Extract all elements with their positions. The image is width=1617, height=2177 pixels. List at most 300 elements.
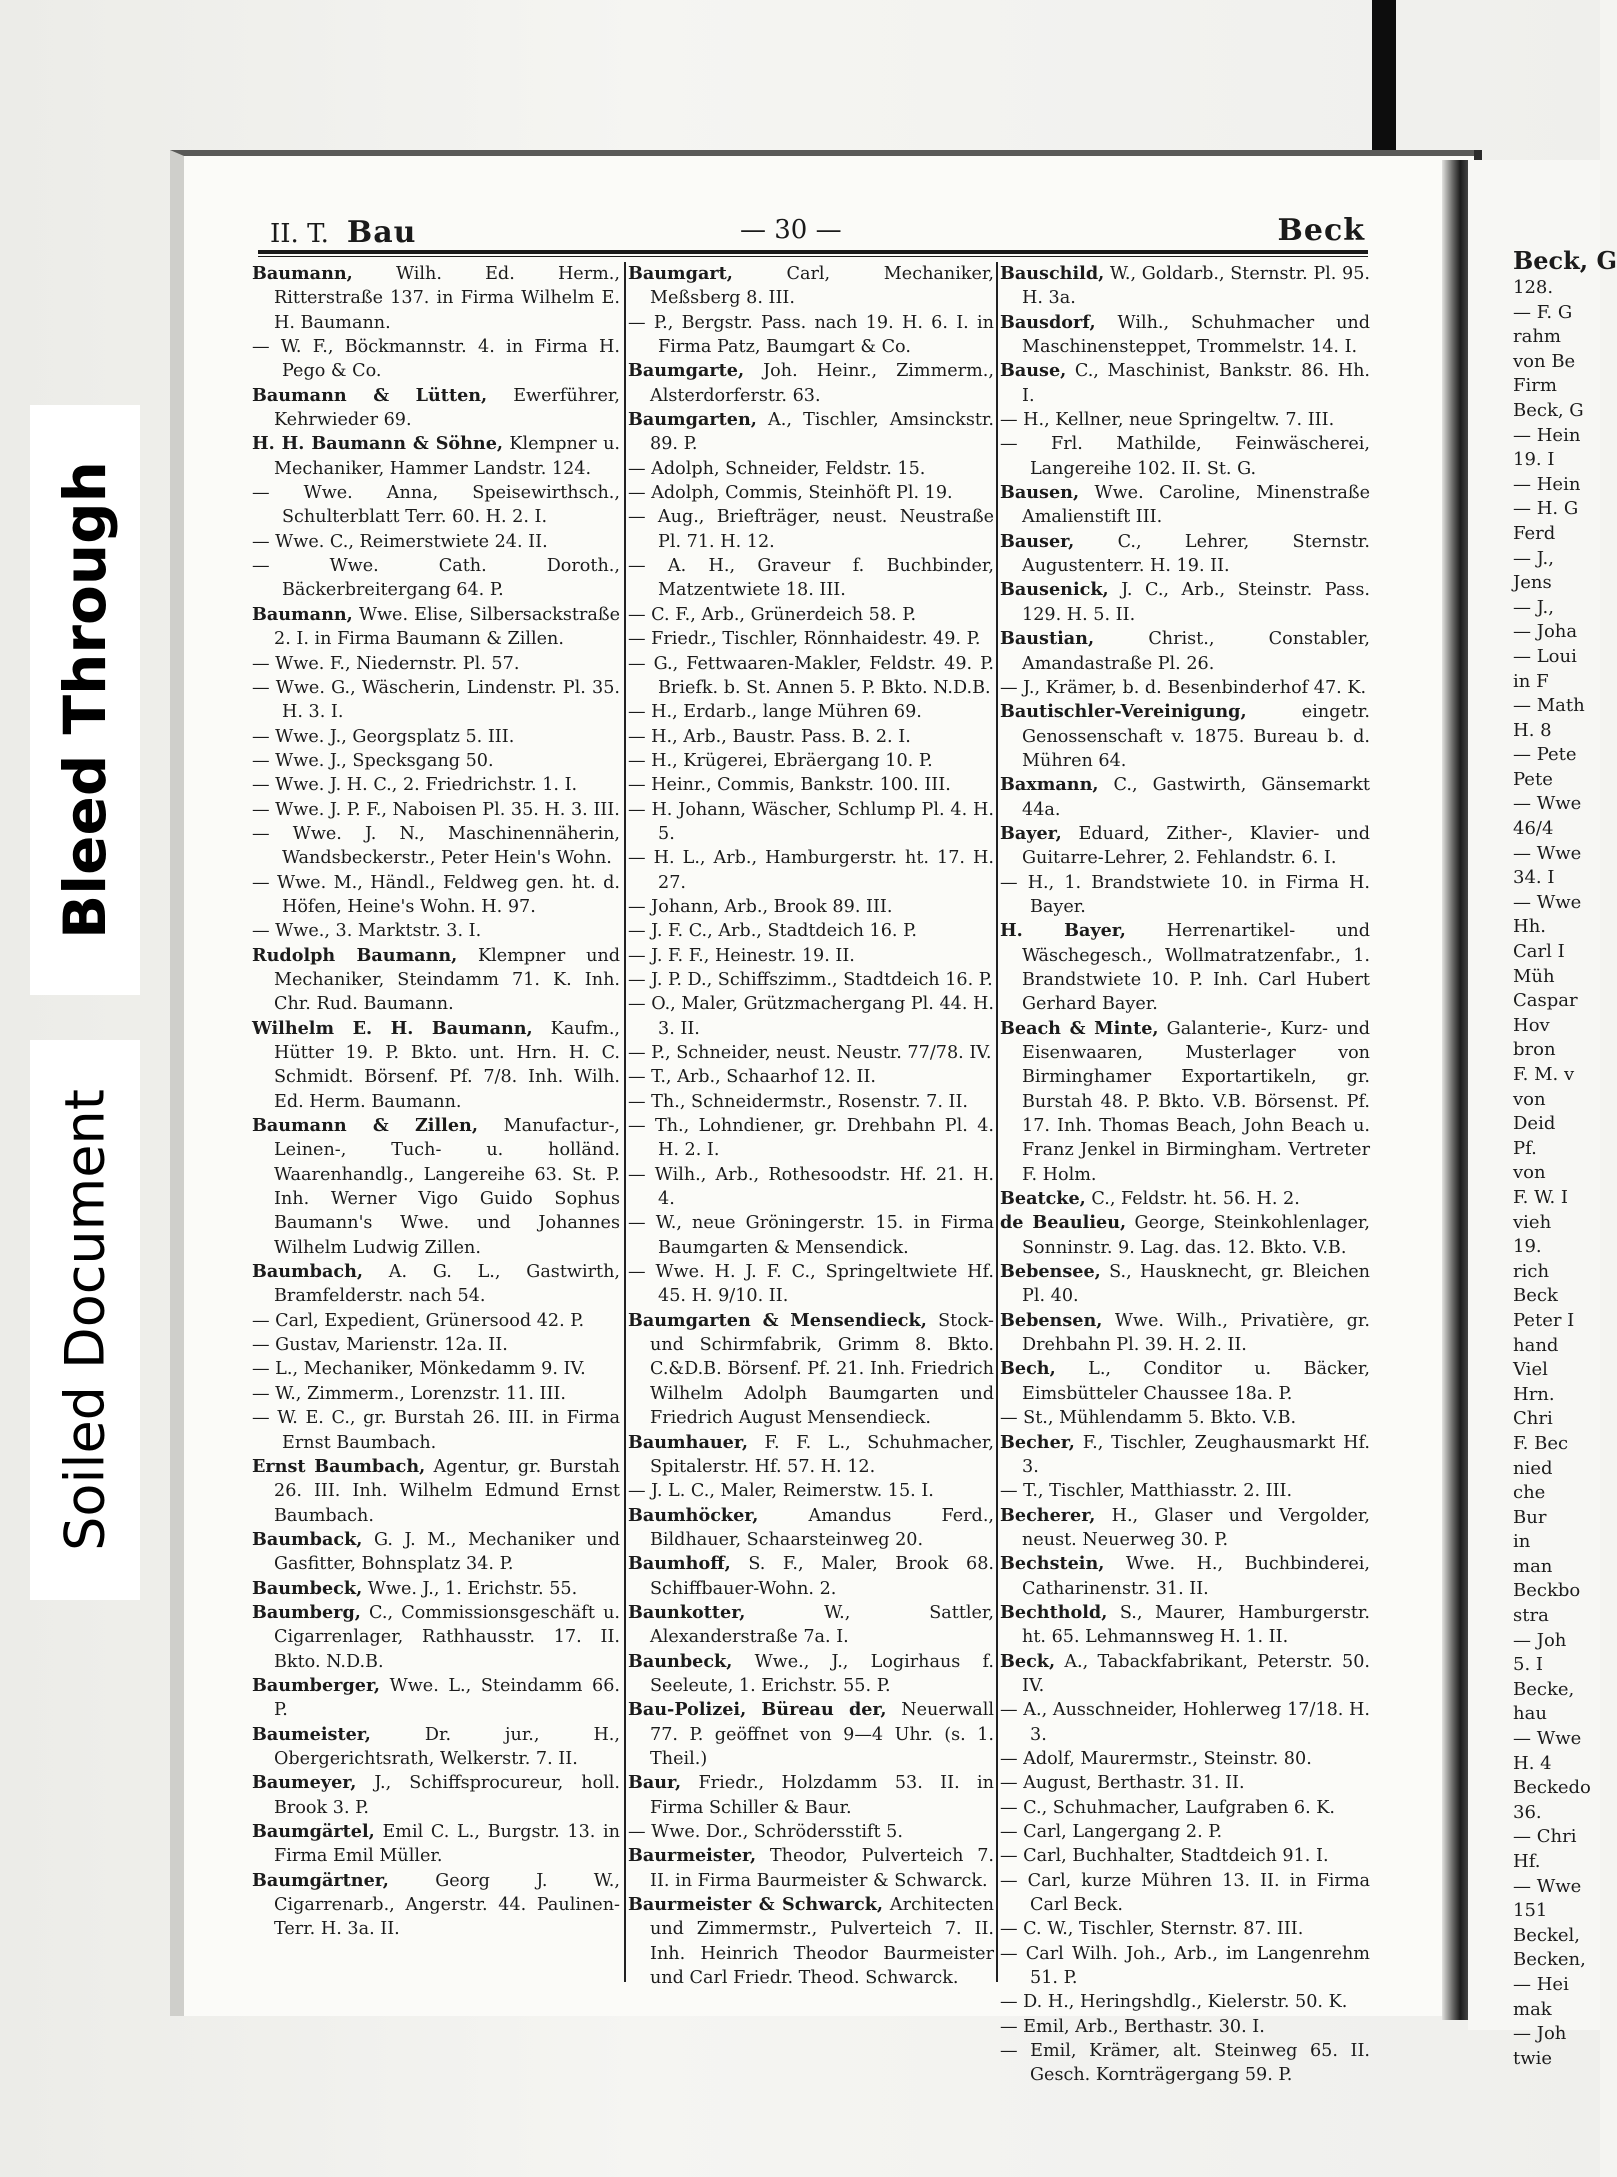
- directory-entry: [628, 311, 994, 360]
- entry-name: Bebensen,: [1000, 1309, 1103, 1331]
- directory-entry: [1000, 871, 1370, 920]
- next-page-line: 19.: [1513, 1236, 1542, 1258]
- next-page-line: 151: [1513, 1900, 1548, 1922]
- to-word: Beck: [1277, 213, 1365, 248]
- entry-text: — Aug., Briefträger, neust. Neustraße Pl. 71. H. 12.: [628, 507, 994, 552]
- entry-text: — Emil, Krämer, alt. Steinweg 65. II. Gesch. Kornträgergang 59. P.: [1000, 2041, 1370, 2086]
- directory-entry: [252, 335, 620, 384]
- entry-text: — Wwe. G., Wäscherin, Lindenstr. Pl. 35. H. 3. I.: [252, 677, 620, 723]
- entry-text: George, Steinkohlenlager, Sonninstr. 9. Lag. das. 12. Bkto. V.B.: [1022, 1213, 1370, 1258]
- directory-entry: [628, 652, 994, 701]
- next-page-line: — Wwe: [1513, 842, 1582, 864]
- next-page-line: rahm: [1513, 326, 1561, 348]
- entry-text: — L., Mechaniker, Mönkedamm 9. IV.: [252, 1359, 586, 1380]
- directory-entry: [252, 1017, 620, 1114]
- next-page-line: 19. I: [1513, 449, 1555, 471]
- entry-name: Baustian,: [1000, 628, 1095, 650]
- entry-text: L., Conditor u. Bäcker, Eimsbütteler Chaussee 18a. P.: [1022, 1359, 1370, 1404]
- directory-entry: [1000, 2015, 1370, 2039]
- entry-name: Bechthold,: [1000, 1601, 1108, 1623]
- directory-entry: [252, 1601, 620, 1674]
- entry-text: Wwe. Wilh., Privatière, gr. Drehbahn Pl. 39. H. 2. II.: [1022, 1310, 1370, 1356]
- entry-text: F., Tischler, Zeughausmarkt Hf. 3.: [1022, 1432, 1370, 1477]
- directory-entry: [1000, 1211, 1370, 1260]
- next-page-line: — Math: [1513, 695, 1585, 717]
- entry-name: Baumhöcker,: [628, 1504, 759, 1526]
- directory-entry: [628, 968, 994, 992]
- column-3: [1000, 262, 1370, 2088]
- entry-text: S., Maurer, Hamburgerstr. ht. 65. Lehmannsweg H. 1. II.: [1022, 1602, 1370, 1648]
- next-page-line: Becken,: [1513, 1949, 1586, 1971]
- next-page-line: — F. G: [1513, 301, 1573, 323]
- entry-text: eingetr. Genossenschaft v. 1875. Bureau b. d. Mühren 64.: [1022, 702, 1370, 771]
- next-page-line: 128.: [1513, 277, 1554, 298]
- entry-name: Baumgarte,: [628, 360, 745, 382]
- entry-text: — Wwe. Cath. Doroth., Bäckerbreitergang 64. P.: [252, 556, 620, 601]
- entry-text: Wwe. Elise, Silbersackstraße 2. I. in Firma Baumann & Zillen.: [274, 604, 620, 650]
- entry-text: — C. F., Arb., Grünerdeich 58. P.: [628, 604, 917, 625]
- directory-entry: [1000, 822, 1370, 871]
- directory-entry: [628, 895, 994, 919]
- entry-text: — C. W., Tischler, Sternstr. 87. III.: [1000, 1919, 1304, 1940]
- entry-text: Galanterie-, Kurz- und Eisenwaaren, Musterlager von Birminghamer Exportartikeln, gr. Burstah 48. P. Bkto. V.B. Börsenst. Pf. 17. Inh. Thomas Beach, John Beach u. Franz Jenkel in Birmingham. Vertreter F. Holm.: [1022, 1018, 1371, 1185]
- directory-entry: [628, 554, 994, 603]
- directory-entry: [1000, 1260, 1370, 1309]
- entry-text: — Th., Lohndiener, gr. Drehbahn Pl. 4. H. 2. I.: [628, 1116, 994, 1161]
- directory-entry: [628, 1601, 994, 1650]
- entry-text: — Carl, Buchhalter, Stadtdeich 91. I.: [1000, 1846, 1329, 1867]
- directory-entry: [1000, 1504, 1370, 1553]
- entry-text: Wwe. H., Buchbinderei, Catharinenstr. 31. II.: [1022, 1554, 1370, 1599]
- directory-entry: [628, 1698, 994, 1771]
- next-page-line: H. 4: [1513, 1752, 1552, 1774]
- entry-name: Baumann & Lütten,: [252, 384, 488, 406]
- entry-text: — Wwe. Dor., Schrödersstift 5.: [628, 1822, 903, 1842]
- directory-entry: [252, 1674, 620, 1723]
- directory-entry: [628, 505, 994, 554]
- entry-name: Beck,: [1000, 1650, 1056, 1672]
- next-page-line: in: [1513, 1531, 1531, 1553]
- entry-text: — Wilh., Arb., Rothesoodstr. Hf. 21. H. 4.: [628, 1164, 994, 1210]
- next-page-line: 34. I: [1513, 867, 1555, 889]
- directory-entry: [1000, 408, 1370, 432]
- next-page-line: 36.: [1513, 1801, 1542, 1823]
- directory-entry: [252, 749, 620, 773]
- entry-name: Beatcke,: [1000, 1188, 1086, 1210]
- next-page-line: Hf.: [1513, 1851, 1541, 1872]
- directory-entry: [252, 554, 620, 603]
- entry-name: Baumgart,: [628, 263, 733, 284]
- page-header: [270, 215, 1365, 255]
- entry-text: — H., 1. Brandstwiete 10. in Firma H. Bayer.: [1000, 872, 1370, 917]
- directory-entry: [1000, 1990, 1370, 2014]
- entry-text: — J., Krämer, b. d. Besenbinderhof 47. K.: [1000, 677, 1367, 698]
- entry-text: Theodor, Pulverteich 7. II. in Firma Baurmeister & Schwarck.: [650, 1846, 994, 1891]
- entry-text: — Wwe. J. N., Maschinennäherin, Wandsbeckerstr., Peter Hein's Wohn.: [252, 823, 620, 869]
- next-page-line: twie: [1513, 2047, 1553, 2069]
- page-number: — 30 —: [740, 215, 842, 245]
- entry-text: J. C., Arb., Steinstr. Pass. 129. H. 5. II.: [1022, 580, 1370, 625]
- next-page-line: — Chri: [1513, 1826, 1577, 1848]
- directory-entry: [628, 1041, 994, 1065]
- directory-entry: [1000, 1357, 1370, 1406]
- next-page-line: Chri: [1513, 1408, 1553, 1430]
- entry-text: — Wwe. J., Specksgang 50.: [252, 750, 494, 771]
- next-page-line: von Be: [1513, 350, 1576, 372]
- entry-text: C., Lehrer, Sternstr. Augustenterr. H. 19. II.: [1022, 531, 1370, 577]
- next-page-line: Hov: [1513, 1014, 1550, 1036]
- entry-text: — H., Arb., Baustr. Pass. B. 2. I.: [628, 726, 911, 747]
- entry-text: Wwe., J., Logirhaus f. Seeleute, 1. Erichstr. 55. P.: [650, 1651, 994, 1696]
- entry-text: Manufactur-, Leinen-, Tuch- u. holländ. Waarenhandlg., Langereihe 63. St. P. Inh. Werner Vigo Guido Sophus Baumann's Wwe. und Johannes Wilhelm Ludwig Zillen.: [274, 1116, 620, 1258]
- next-page-line: F. M. v: [1513, 1064, 1575, 1085]
- entry-text: Joh. Heinr., Zimmerm., Alsterdorferstr. 63.: [650, 361, 994, 406]
- entry-text: Carl, Mechaniker, Meßsberg 8. III.: [650, 264, 994, 309]
- entry-text: — J. L. C., Maler, Reimerstw. 15. I.: [628, 1481, 934, 1502]
- entry-text: — H., Krügerei, Ebräergang 10. P.: [628, 750, 933, 771]
- entry-text: Wilh., Schuhmacher und Maschinensteppet, Trommelstr. 14. I.: [1022, 312, 1370, 358]
- entry-text: — Wwe. C., Reimerstwiete 24. II.: [252, 531, 548, 552]
- directory-entry: [1000, 919, 1370, 1016]
- directory-entry: [1000, 1650, 1370, 1699]
- entry-text: Ewerführer, Kehrwieder 69.: [274, 385, 620, 431]
- entry-name: Bauser,: [1000, 530, 1075, 552]
- next-page-line: — Joh: [1513, 1629, 1567, 1651]
- directory-entry: [252, 871, 620, 920]
- directory-entry: [252, 773, 620, 797]
- entry-text: — Wwe. F., Niedernstr. Pl. 57.: [252, 653, 520, 674]
- directory-entry: [1000, 676, 1370, 700]
- next-page-line: Beckel,: [1513, 1924, 1580, 1946]
- entry-text: — Wwe. H. J. F. C., Springeltwiete Hf. 45. H. 9/10. II.: [628, 1262, 994, 1307]
- next-page-line: Peter I: [1513, 1309, 1575, 1331]
- entry-name: Baumann & Zillen,: [252, 1115, 478, 1137]
- entry-text: — Carl, Expedient, Grünersood 42. P.: [252, 1310, 585, 1331]
- directory-entry: [252, 481, 620, 530]
- next-page-line: Firm: [1513, 375, 1557, 397]
- next-page-line: — J.,: [1513, 596, 1554, 618]
- next-page-line: von: [1513, 1088, 1546, 1110]
- next-page-line: Bur: [1513, 1506, 1547, 1528]
- entry-name: Baunkotter,: [628, 1601, 746, 1623]
- directory-entry: [628, 919, 994, 943]
- entry-text: — Adolph, Commis, Steinhöft Pl. 19.: [628, 483, 953, 504]
- entry-text: — Wwe. M., Händl., Feldweg gen. ht. d. Höfen, Heine's Wohn. H. 97.: [252, 872, 620, 917]
- entry-text: A., Tischler, Amsinckstr. 89. P.: [650, 410, 994, 455]
- directory-entry: [1000, 627, 1370, 676]
- entry-name: Baurmeister,: [628, 1845, 757, 1867]
- entry-text: C., Commissionsgeschäft u. Cigarrenlager, Rathhausstr. 17. II. Bkto. N.D.B.: [274, 1602, 620, 1672]
- directory-entry: [252, 1357, 620, 1381]
- entry-text: Wwe. J., 1. Erichstr. 55.: [362, 1578, 578, 1599]
- entry-text: S. F., Maler, Brook 68. Schiffbauer-Wohn. 2.: [650, 1554, 994, 1599]
- entry-text: — A., Ausschneider, Hohlerweg 17/18. H. 3.: [1000, 1700, 1370, 1745]
- next-page-line: Hrn.: [1513, 1383, 1555, 1405]
- next-page-line: — Wwe: [1513, 1728, 1582, 1750]
- entry-text: — Gustav, Marienstr. 12a. II.: [252, 1335, 508, 1356]
- directory-entry: [628, 627, 994, 651]
- entry-name: Baxmann,: [1000, 774, 1099, 796]
- directory-entry: [252, 1723, 620, 1772]
- directory-entry: [628, 725, 994, 749]
- book-gutter: [1442, 160, 1468, 2020]
- entry-text: C., Maschinist, Bankstr. 86. Hh. I.: [1022, 361, 1370, 406]
- entry-text: Agentur, gr. Burstah 26. III. Inh. Wilhelm Edmund Ernst Baumbach.: [274, 1456, 620, 1526]
- directory-entry: [252, 919, 620, 943]
- entry-text: C., Feldstr. ht. 56. H. 2.: [1085, 1189, 1300, 1210]
- next-page-line: — Loui: [1513, 645, 1577, 667]
- next-page-line: — Wwe: [1513, 793, 1582, 815]
- entry-text: — Adolph, Schneider, Feldstr. 15.: [628, 458, 926, 479]
- next-page-line: F. Bec: [1513, 1432, 1569, 1454]
- entry-text: A., Tabackfabrikant, Peterstr. 50. IV.: [1022, 1651, 1370, 1696]
- next-page-line: — Pete: [1513, 744, 1577, 766]
- next-page-line: che: [1513, 1482, 1546, 1504]
- entry-text: Wwe. Caroline, Minenstraße Amalienstift III.: [1022, 483, 1370, 528]
- bleed-through-label: Bleed Through: [51, 461, 119, 939]
- directory-entry: [252, 1114, 620, 1260]
- directory-entry: [1000, 1869, 1370, 1918]
- entry-text: — Carl, Langergang 2. P.: [1000, 1822, 1223, 1842]
- directory-entry: [252, 1820, 620, 1869]
- directory-entry: [628, 457, 994, 481]
- entry-name: Baumberger,: [252, 1674, 381, 1696]
- from-word: Bau: [346, 215, 417, 250]
- directory-entry: [1000, 1771, 1370, 1795]
- directory-entry: [628, 1844, 994, 1893]
- entry-text: J., Schiffsprocureur, holl. Brook 3. P.: [274, 1773, 620, 1818]
- directory-entry: [1000, 1820, 1370, 1844]
- next-page-line: Müh: [1513, 965, 1555, 987]
- directory-entry: [252, 530, 620, 554]
- directory-entry: [628, 603, 994, 627]
- entry-text: — H., Kellner, neue Springeltw. 7. III.: [1000, 410, 1335, 431]
- entry-text: — D. H., Heringshdlg., Kielerstr. 50. K.: [1000, 1992, 1348, 2013]
- directory-entry: [252, 1771, 620, 1820]
- directory-entry: [252, 1333, 620, 1357]
- entry-name: Rudolph Baumann,: [252, 944, 458, 966]
- soiled-document-label: Soiled Document: [53, 1089, 117, 1551]
- next-page-line: — Hein: [1513, 424, 1581, 446]
- entry-text: H., Glaser und Vergolder, neust. Neuerweg 30. P.: [1022, 1505, 1370, 1550]
- column-divider: [996, 262, 998, 1982]
- entry-text: — W. F., Böckmannstr. 4. in Firma H. Pego & Co.: [252, 337, 620, 382]
- entry-name: Baumgarten,: [628, 409, 757, 431]
- directory-entry: [1000, 530, 1370, 579]
- entry-text: — C., Schuhmacher, Laufgraben 6. K.: [1000, 1797, 1336, 1818]
- entry-text: — P., Schneider, neust. Neustr. 77/78. IV.: [628, 1043, 992, 1063]
- next-page-line: in F: [1513, 670, 1549, 692]
- entry-text: — Adolf, Maurermstr., Steinstr. 80.: [1000, 1748, 1312, 1769]
- entry-text: — Friedr., Tischler, Rönnhaidestr. 49. P.: [628, 629, 981, 650]
- entry-name: Bausdorf,: [1000, 311, 1096, 333]
- entry-text: Kaufm., Hütter 19. P. Bkto. unt. Hrn. H. C. Schmidt. Börsenf. Pf. 7/8. Inh. Wilh. Ed. Herm. Baumann.: [274, 1018, 621, 1112]
- entry-text: Wwe. L., Steindamm 66. P.: [274, 1675, 620, 1721]
- directory-entry: [628, 1771, 994, 1820]
- directory-entry: [1000, 481, 1370, 530]
- entry-text: — August, Berthastr. 31. II.: [1000, 1773, 1245, 1794]
- next-page-line: rich: [1513, 1260, 1550, 1282]
- directory-entry: [628, 1211, 994, 1260]
- column-1: [252, 262, 620, 1942]
- directory-entry: [1000, 1406, 1370, 1430]
- directory-entry: [252, 1869, 620, 1942]
- directory-entry: [628, 700, 994, 724]
- next-page-line: — Hei: [1513, 1973, 1569, 1995]
- directory-entry: [252, 1260, 620, 1309]
- directory-entry: [628, 944, 994, 968]
- directory-entry: [628, 408, 994, 457]
- directory-entry: [1000, 262, 1370, 311]
- entry-text: Wilh. Ed. Herm., Ritterstraße 137. in Firma Wilhelm E. H. Baumann.: [274, 264, 620, 333]
- entry-text: — T., Arb., Schaarhof 12. II.: [628, 1067, 876, 1088]
- directory-entry: [628, 1065, 994, 1089]
- next-page-line: Hh.: [1513, 916, 1547, 938]
- entry-text: A. G. L., Gastwirth, Bramfelderstr. nach 54.: [274, 1262, 620, 1307]
- column-divider: [624, 262, 626, 1982]
- entry-name: Baumback,: [252, 1528, 363, 1550]
- directory-entry: [1000, 1017, 1370, 1187]
- entry-text: W., Goldarb., Sternstr. Pl. 95. H. 3a.: [1022, 264, 1370, 309]
- directory-entry: [252, 1382, 620, 1406]
- entry-name: Baumeister,: [252, 1723, 371, 1745]
- directory-entry: [1000, 1187, 1370, 1211]
- entry-text: — H. Johann, Wäscher, Schlump Pl. 4. H. 5.: [628, 799, 994, 844]
- next-page-line: hand: [1513, 1334, 1559, 1356]
- entry-text: — Heinr., Commis, Bankstr. 100. III.: [628, 775, 951, 796]
- next-page-line: — J.,: [1513, 547, 1554, 569]
- directory-entry: [252, 384, 620, 433]
- entry-text: W., Sattler, Alexanderstraße 7a. I.: [650, 1602, 994, 1648]
- next-page-line: — Wwe: [1513, 891, 1582, 913]
- entry-name: Baumgärtner,: [252, 1869, 389, 1891]
- next-page-line: Deid: [1513, 1113, 1556, 1135]
- next-page-line: nied: [1513, 1457, 1553, 1479]
- next-page-strip: [1468, 160, 1617, 2069]
- next-page-line: Ferd: [1513, 522, 1556, 544]
- directory-entry: [628, 1114, 994, 1163]
- entry-name: Wilhelm E. H. Baumann,: [252, 1017, 533, 1039]
- entry-name: Baumbach,: [252, 1261, 364, 1283]
- entry-name: de Beaulieu,: [1000, 1212, 1127, 1234]
- directory-entry: [1000, 359, 1370, 408]
- next-page-line: stra: [1513, 1605, 1549, 1627]
- entry-name: Bayer,: [1000, 822, 1062, 844]
- directory-entry: [1000, 1601, 1370, 1650]
- directory-entry: [1000, 1479, 1370, 1503]
- next-page-line: Beck, G: [1513, 399, 1584, 421]
- directory-entry: [628, 1163, 994, 1212]
- entry-text: — W., neue Gröningerstr. 15. in Firma Baumgarten & Mensendick.: [628, 1213, 994, 1258]
- entry-text: F. F. L., Schuhmacher, Spitalerstr. Hf. 57. H. 12.: [650, 1432, 994, 1477]
- next-page-line: Caspar: [1513, 990, 1578, 1012]
- next-page-line: Jens: [1513, 572, 1552, 594]
- next-page-line: Carl I: [1513, 941, 1565, 963]
- directory-entry: [628, 262, 994, 311]
- directory-entry: [252, 1528, 620, 1577]
- entry-text: — Wwe. Anna, Speisewirthsch., Schulterblatt Terr. 60. H. 2. I.: [252, 483, 620, 528]
- directory-entry: [1000, 1309, 1370, 1358]
- entry-name: Baur,: [628, 1772, 682, 1794]
- directory-entry: [628, 798, 994, 847]
- entry-text: Klempner und Mechaniker, Steindamm 71. K. Inh. Chr. Rud. Baumann.: [274, 945, 620, 1015]
- next-page-line: mak: [1513, 1998, 1552, 2020]
- next-page-line: Beckedo: [1513, 1777, 1591, 1799]
- entry-text: — Wwe. J. H. C., 2. Friedrichstr. 1. I.: [252, 775, 578, 796]
- directory-entry: [1000, 773, 1370, 822]
- directory-entry: [1000, 1942, 1370, 1991]
- entry-text: — H. L., Arb., Hamburgerstr. ht. 17. H. 27.: [628, 848, 994, 893]
- entry-name: Becherer,: [1000, 1504, 1096, 1526]
- directory-entry: [252, 1406, 620, 1455]
- entry-name: Baumberg,: [252, 1601, 361, 1623]
- directory-entry: [252, 725, 620, 749]
- next-page-line: Beck: [1513, 1285, 1558, 1307]
- entry-text: S., Hausknecht, gr. Bleichen Pl. 40.: [1022, 1262, 1370, 1307]
- directory-entry: [628, 992, 994, 1041]
- entry-name: Bausen,: [1000, 482, 1080, 504]
- directory-entry: [252, 798, 620, 822]
- next-page-line: F. W. I: [1513, 1186, 1569, 1208]
- entry-name: Bauschild,: [1000, 263, 1105, 284]
- directory-entry: [252, 432, 620, 481]
- directory-entry: [628, 1260, 994, 1309]
- entry-name: Baumgärtel,: [252, 1821, 375, 1842]
- directory-entry: [1000, 1796, 1370, 1820]
- next-page-line: — Wwe: [1513, 1875, 1582, 1897]
- directory-entry: [628, 749, 994, 773]
- directory-entry: [628, 1479, 994, 1503]
- next-page-line: bron: [1513, 1039, 1556, 1061]
- next-page-line: von: [1513, 1162, 1546, 1184]
- directory-entry: [1000, 578, 1370, 627]
- next-page-line: hau: [1513, 1703, 1547, 1725]
- next-page-line: — Joh: [1513, 2023, 1567, 2045]
- next-page-line: 46/4: [1513, 818, 1554, 840]
- entry-text: Amandus Ferd., Bildhauer, Schaarsteinweg 20.: [650, 1505, 994, 1550]
- directory-entry: [252, 1309, 620, 1333]
- entry-text: — P., Bergstr. Pass. nach 19. H. 6. I. in Firma Patz, Baumgart & Co.: [628, 312, 994, 358]
- entry-name: Baumhoff,: [628, 1553, 731, 1575]
- entry-text: — Frl. Mathilde, Feinwäscherei, Langereihe 102. II. St. G.: [1000, 434, 1370, 479]
- next-page-line: Becke,: [1513, 1678, 1575, 1700]
- directory-entry: [628, 1893, 994, 1990]
- next-page-line: H. 8: [1513, 719, 1552, 741]
- next-page-line: Viel: [1513, 1359, 1548, 1381]
- directory-entry: [628, 1504, 994, 1553]
- directory-entry: [1000, 1917, 1370, 1941]
- entry-name: Bech,: [1000, 1358, 1056, 1380]
- directory-entry: [252, 603, 620, 652]
- column-2: [628, 262, 994, 1990]
- directory-entry: [628, 481, 994, 505]
- directory-entry: [628, 1309, 994, 1431]
- directory-entry: [628, 1820, 994, 1844]
- entry-text: Herrenartikel- und Wäschegesch., Wollmatratzenfabr., 1. Brandstwiete 10. P. Inh. Carl Hubert Gerhard Bayer.: [1022, 921, 1370, 1015]
- header-left: [270, 215, 416, 250]
- directory-entry: [628, 359, 994, 408]
- directory-entry: [1000, 432, 1370, 481]
- entry-text: Christ., Constabler, Amandastraße Pl. 26.: [1022, 629, 1370, 674]
- directory-entry: [1000, 1844, 1370, 1868]
- entry-name: Baunbeck,: [628, 1650, 733, 1672]
- entry-text: — J. F. C., Arb., Stadtdeich 16. P.: [628, 921, 917, 942]
- next-page-line: vieh: [1513, 1211, 1552, 1233]
- entry-name: Bause,: [1000, 360, 1067, 382]
- entry-text: — A. H., Graveur f. Buchbinder, Matzentwiete 18. III.: [628, 556, 994, 601]
- entry-text: — Carl, kurze Mühren 13. II. in Firma Carl Beck.: [1000, 1870, 1370, 1916]
- next-page-line: Pf.: [1513, 1137, 1537, 1159]
